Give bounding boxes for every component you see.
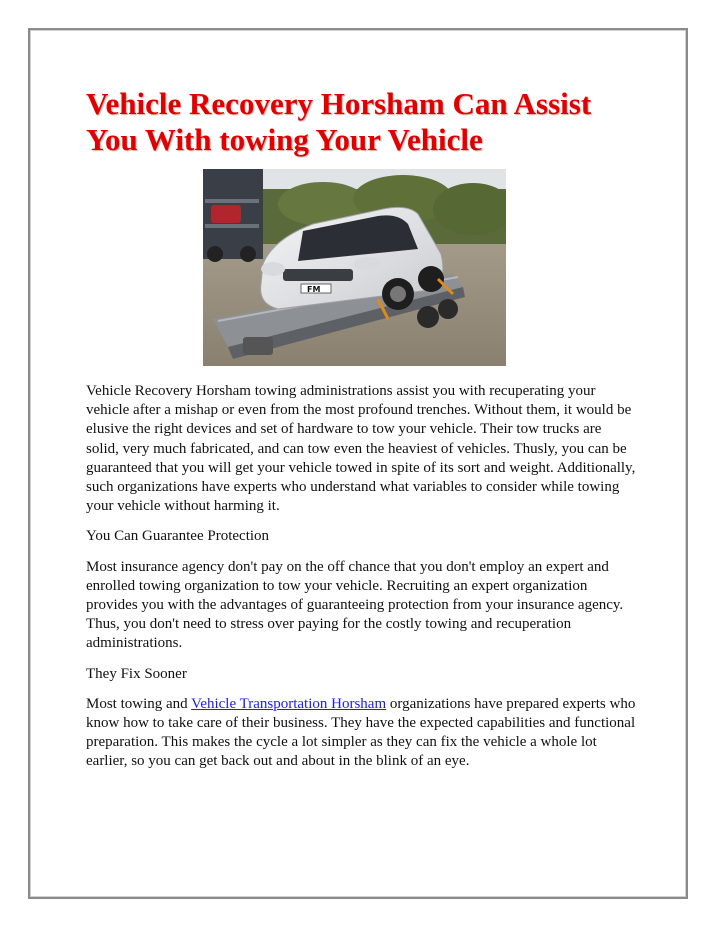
paragraph: Vehicle Recovery Horsham towing administrations assist you with recuperating your vehicle after a mishap or even from the most profound trenches. Without them, it would be elusive the right devices and set of hardware to tow your vehicle. Their tow trucks are solid, very much fabricated, and can tow even the heaviest of vehicles. Thusly, you can be guaranteed that you will get your vehicle towed in spite of its sort and weight. Additionally, such organizations have experts who understand what variables to consider while towing your vehicle without harming it. [86,383,636,515]
vehicle-on-trailer-illustration [203,169,506,366]
plate-text: FM [307,285,321,294]
paragraph-text: organizations have prepared experts who know how to take care of their business. They have the expected capabilities and functional preparation. This makes the cycle a lot simpler as they can fix the vehicle a whole lot earlier, so you can get back out and about in the blink of an eye. [86,695,636,770]
paragraph-with-link [86,695,636,772]
article-body [86,382,636,783]
page-title: Vehicle Recovery Horsham Can Assist You With towing Your Vehicle [86,86,592,157]
vehicle-photo [203,169,506,366]
section-heading: You Can Guarantee Protection [86,528,270,545]
vehicle-transportation-link[interactable]: Vehicle Transportation Horsham [191,695,387,712]
section-heading: They Fix Sooner [86,665,187,682]
paragraph: Most insurance agency don't pay on the off chance that you don't employ an expert and enrolled towing organization to tow your vehicle. Recruiting an expert organization provides you with the advantages of guaranteeing protection from your insurance agency. Thus, you don't need to stress over paying for the costly towing and recuperation administrations. [86,558,624,652]
paragraph-text: Most towing and [86,695,192,712]
